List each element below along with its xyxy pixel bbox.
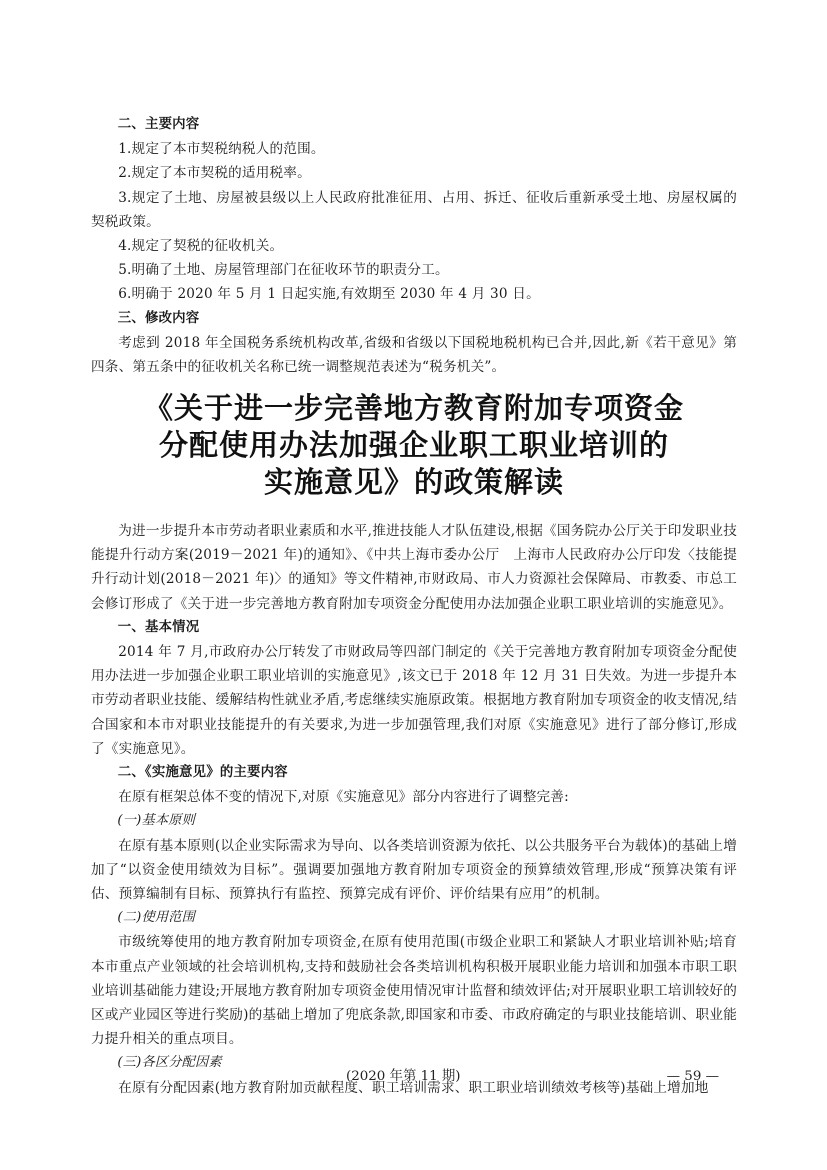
main-content-intro: 在原有框架总体不变的情况下,对原《实施意见》部分内容进行了调整完善: [118,789,569,806]
list-item: 4.规定了契税的征收机关。 [118,238,284,255]
section-heading-main-content: 二、《实施意见》的主要内容 [117,765,288,781]
page-footer [91,1065,737,1089]
subheading-basic-principles: (一)基本原则 [117,813,196,829]
scope-of-use-paragraph: 市级统筹使用的地方教育附加专项资金,在原有使用范围(市级企业职工和紧缺人才职业培训补贴;培育本市重点产业领域的社会培训机构,支持和鼓励社会各类培训机构积极开展职业能力培训和加强本市职工职业培训基础能力建设;开展地方教育附加专项资金使用情况审计监督和绩效评估;对开展职业职工培训较好的区或产业园区等进行奖励)的基础上增加了兜底条款,即国家和市委、市政府确定的与职业技能培训、职业能力提升相关的重点项目。 [91,934,737,1048]
section-heading-basic-situation: 一、基本情况 [117,619,200,635]
issue-label: (2020 年第 11 期) [346,1069,461,1084]
list-item: 3.规定了土地、房屋被县级以上人民政府批准征用、占用、拆迁、征收后重新承受土地、房屋权属的契税政策。 [91,189,737,230]
previous-article-tail [91,113,737,379]
section-heading-main-content: 二、主要内容 [117,117,200,132]
basic-principles-paragraph: 在原有基本原则(以企业实际需求为导向、以各类培训资源为依托、以公共服务平台为载体)的基础上增加了“以资金使用绩效为目标”。强调要加强地方教育附加专项资金的预算绩效管理,形成“预算决策有评估、预算编制有目标、预算执行有监控、预算完成有评价、评价结果有应用”的机制。 [91,837,737,903]
page-number: — 59 — [666,1069,719,1084]
subheading-scope-of-use: (二)使用范围 [117,910,196,926]
list-item: 2.规定了本市契税的适用税率。 [118,165,311,182]
article-title-line: 实施意见》的政策解读 [263,465,564,499]
district-allocation-paragraph: 在原有分配因素(地方教育附加贡献程度、职工培训需求、职工职业培训绩效考核等)基础上增加地 [118,1079,709,1096]
article-title-line: 《关于进一步完善地方教育附加专项资金 [143,391,684,425]
list-item: 6.明确于 2020 年 5 月 1 日起实施,有效期至 2030 年 4 月 30 日。 [118,286,540,303]
article-title-line: 分配使用办法加强企业职工职业培训的 [158,428,669,462]
list-item: 5.明确了土地、房屋管理部门在征收环节的职责分工。 [118,262,449,279]
basic-situation-paragraph: 2014 年 7 月,市政府办公厅转发了市财政局等四部门制定的《关于完善地方教育附加专项资金分配使用办法进一步加强企业职工职业培训的实施意见》,该文已于 2018 年 12 月 31 日失效。为进一步提升本市劳动者职业技能、缓解结构性就业矛盾,考虑继续实施原政策。根据地方教育附加专项资金的收支情况,结合国家和本市对职业技能提升的有关要求,为进一步加强管理,我们对原《实施意见》进行了部分修订,形成了《实施意见》。 [91,644,737,757]
intro-paragraph: 为进一步提升本市劳动者职业素质和水平,推进技能人才队伍建设,根据《国务院办公厅关于印发职业技能提升行动方案(2019－2021 年)的通知》、《中共上海市委办公厅 上海市人民政府办公厅印发〈技能提升行动计划(2018－2021 年)〉的通知》等文件精神,市财政局、市人力资源社会保障局、市教委、市总工会修订形成了《关于进一步完善地方教育附加专项资金分配使用办法加强企业职工职业培训的实施意见》。 [91,523,737,612]
section-heading-revision: 三、修改内容 [117,310,200,326]
list-item: 1.规定了本市契税纳税人的范围。 [118,141,325,158]
article-title [91,390,737,501]
revision-paragraph: 考虑到 2018 年全国税务系统机构改革,省级和省级以下国税地税机构已合并,因此,新《若干意见》第四条、第五条中的征收机关名称已统一调整规范表述为“税务机关”。 [91,334,737,376]
article-body [91,519,737,1100]
subheading-district-allocation-factors: (三)各区分配因素 [117,1055,222,1071]
